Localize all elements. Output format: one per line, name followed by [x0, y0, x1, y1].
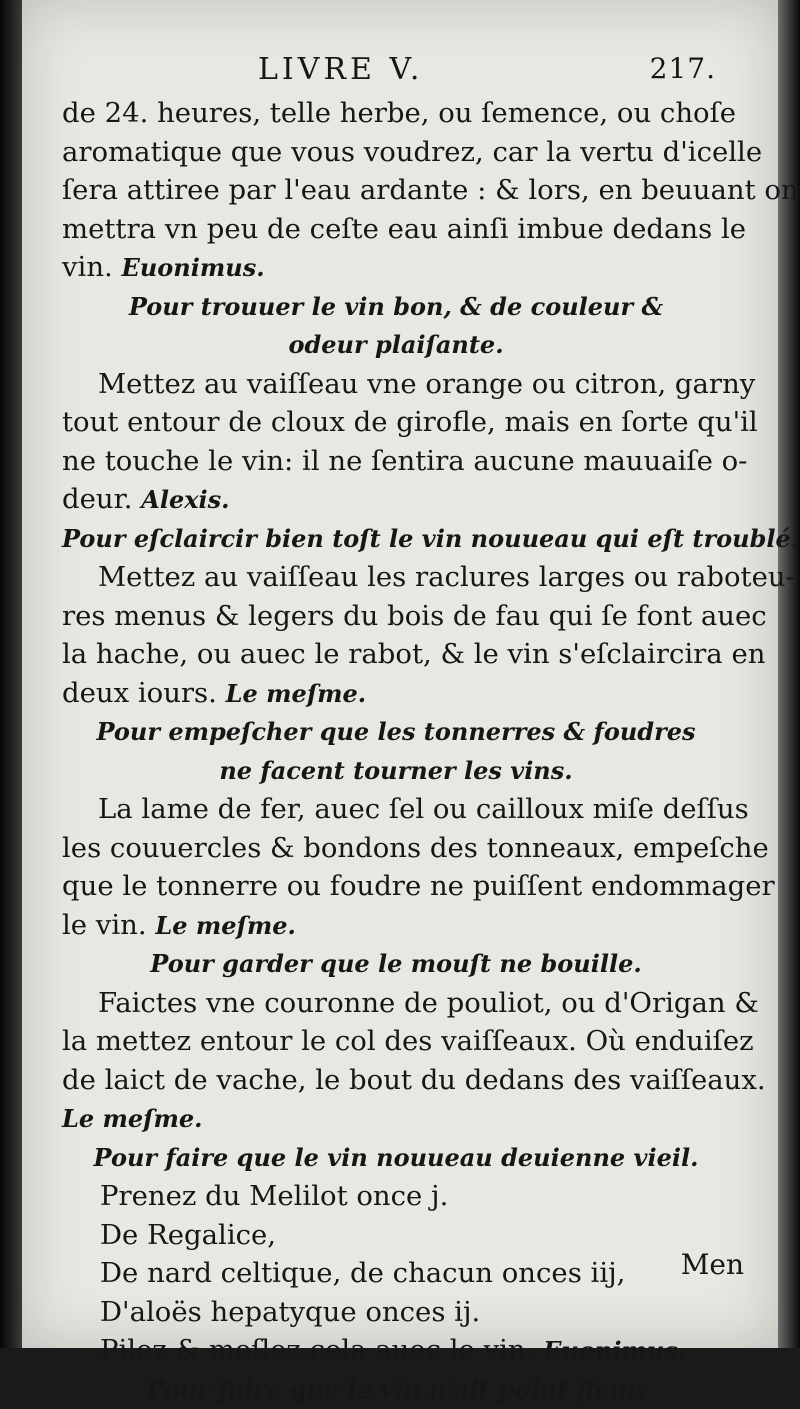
text-line [62, 674, 730, 714]
section-title-text: Pour faire que le vin nouueau deuienne vieil. [94, 1143, 699, 1172]
page-text [62, 52, 730, 1409]
line-text: la hache, ou auec le rabot, & le vin s'eſclaircira en [62, 638, 765, 670]
source-citation: Alexis. [141, 485, 229, 514]
catchword: Men [681, 1248, 744, 1281]
line-text: La lame de fer, auec ſel ou cailloux miſe deſſus [98, 793, 749, 825]
section-title-text: Pour empeſcher que les tonnerres & foudres [96, 717, 695, 746]
line-text: de laict de vache, le bout du dedans des vaiſſeaux. [62, 1064, 766, 1096]
text-line [62, 790, 730, 829]
text-line [62, 365, 730, 404]
text-line [62, 248, 730, 288]
text-line [62, 94, 730, 133]
text-line [62, 597, 730, 636]
line-text: De Regalice, [100, 1219, 276, 1251]
text-line [62, 906, 730, 946]
text-line [62, 1293, 730, 1332]
line-text: Mettez au vaiſſeau vne orange ou citron, garny [98, 368, 755, 400]
section-title-text: odeur plaiſante. [288, 330, 503, 359]
text-line [62, 558, 730, 597]
section-title [62, 945, 730, 984]
line-text: vin. [62, 251, 113, 283]
line-text: tout entour de cloux de girofle, mais en ſorte qu'il [62, 406, 758, 438]
running-head: LIVRE V. [258, 52, 423, 87]
page-header [62, 52, 730, 94]
line-text: Faictes vne couronne de pouliot, ou d'Origan & [98, 987, 759, 1019]
text-line [62, 171, 730, 210]
text-line [62, 442, 730, 481]
section-title [62, 520, 730, 559]
line-text: Pilez & meſlez cela auec le vin. [100, 1334, 534, 1366]
source-citation: Euonimus. [543, 1336, 686, 1365]
line-text: Mettez au vaiſſeau les raclures larges ou raboteu- [98, 561, 795, 593]
section-title-text: ne facent tourner les vins. [219, 756, 572, 785]
line-text: les couuercles & bondons des tonneaux, empeſche [62, 832, 769, 864]
text-line [62, 480, 730, 520]
line-text: de 24. heures, telle herbe, ou ſemence, ou choſe [62, 97, 736, 129]
text-line [62, 1099, 730, 1139]
line-text: deux iours. [62, 677, 217, 709]
line-text: la mettez entour le col des vaiſſeaux. Où enduiſez [62, 1025, 754, 1057]
section-title [62, 326, 730, 365]
line-text: aromatique que vous voudrez, car la vertu d'icelle [62, 136, 762, 168]
line-text: Prenez du Melilot once j. [100, 1180, 448, 1212]
source-citation: Euonimus. [122, 253, 265, 282]
line-text: deur. [62, 483, 132, 515]
text-line [62, 1061, 730, 1100]
text-line [62, 867, 730, 906]
section-title-text: Pour trouuer le vin bon, & de couleur & [129, 292, 663, 321]
section-title-text: Pour faire que le vin n'ait point fleur. [146, 1375, 645, 1404]
text-line [62, 403, 730, 442]
text-line [62, 984, 730, 1023]
text-line [62, 635, 730, 674]
section-title [62, 288, 730, 327]
line-text: De nard celtique, de chacun onces iij, [100, 1257, 625, 1289]
text-line [62, 1216, 730, 1255]
text-line [62, 1022, 730, 1061]
section-title [62, 752, 730, 791]
text-line [62, 210, 730, 249]
line-text: D'aloës hepatyque onces ij. [100, 1296, 480, 1328]
section-title [62, 1139, 730, 1178]
section-title [62, 1371, 730, 1409]
text-body [62, 94, 730, 1409]
text-line [62, 1331, 730, 1371]
line-text: res menus & legers du bois de fau qui ſe font auec [62, 600, 767, 632]
source-citation: Le meſme. [226, 679, 367, 708]
text-line [62, 829, 730, 868]
line-text: le vin. [62, 909, 147, 941]
line-text: mettra vn peu de ceſte eau ainſi imbue dedans le [62, 213, 746, 245]
section-title-text: Pour garder que le mouſt ne bouille. [150, 949, 641, 978]
section-title [62, 713, 730, 752]
line-text: ſera attiree par l'eau ardante : & lors, en beuuant on [62, 174, 799, 206]
line-text: ne touche le vin: il ne ſentira aucune mauuaiſe o- [62, 445, 747, 477]
section-title-text: Pour eſclaircir bien toſt le vin nouueau qui eſt troublé. [62, 524, 799, 553]
text-line [62, 1254, 730, 1293]
line-text: que le tonnerre ou foudre ne puiſſent endommager [62, 870, 775, 902]
page-number: 217. [650, 52, 716, 85]
text-line [62, 1177, 730, 1216]
source-citation: Le meſme. [62, 1104, 203, 1133]
source-citation: Le meſme. [155, 911, 296, 940]
binding-shadow [0, 0, 22, 1348]
text-line [62, 133, 730, 172]
